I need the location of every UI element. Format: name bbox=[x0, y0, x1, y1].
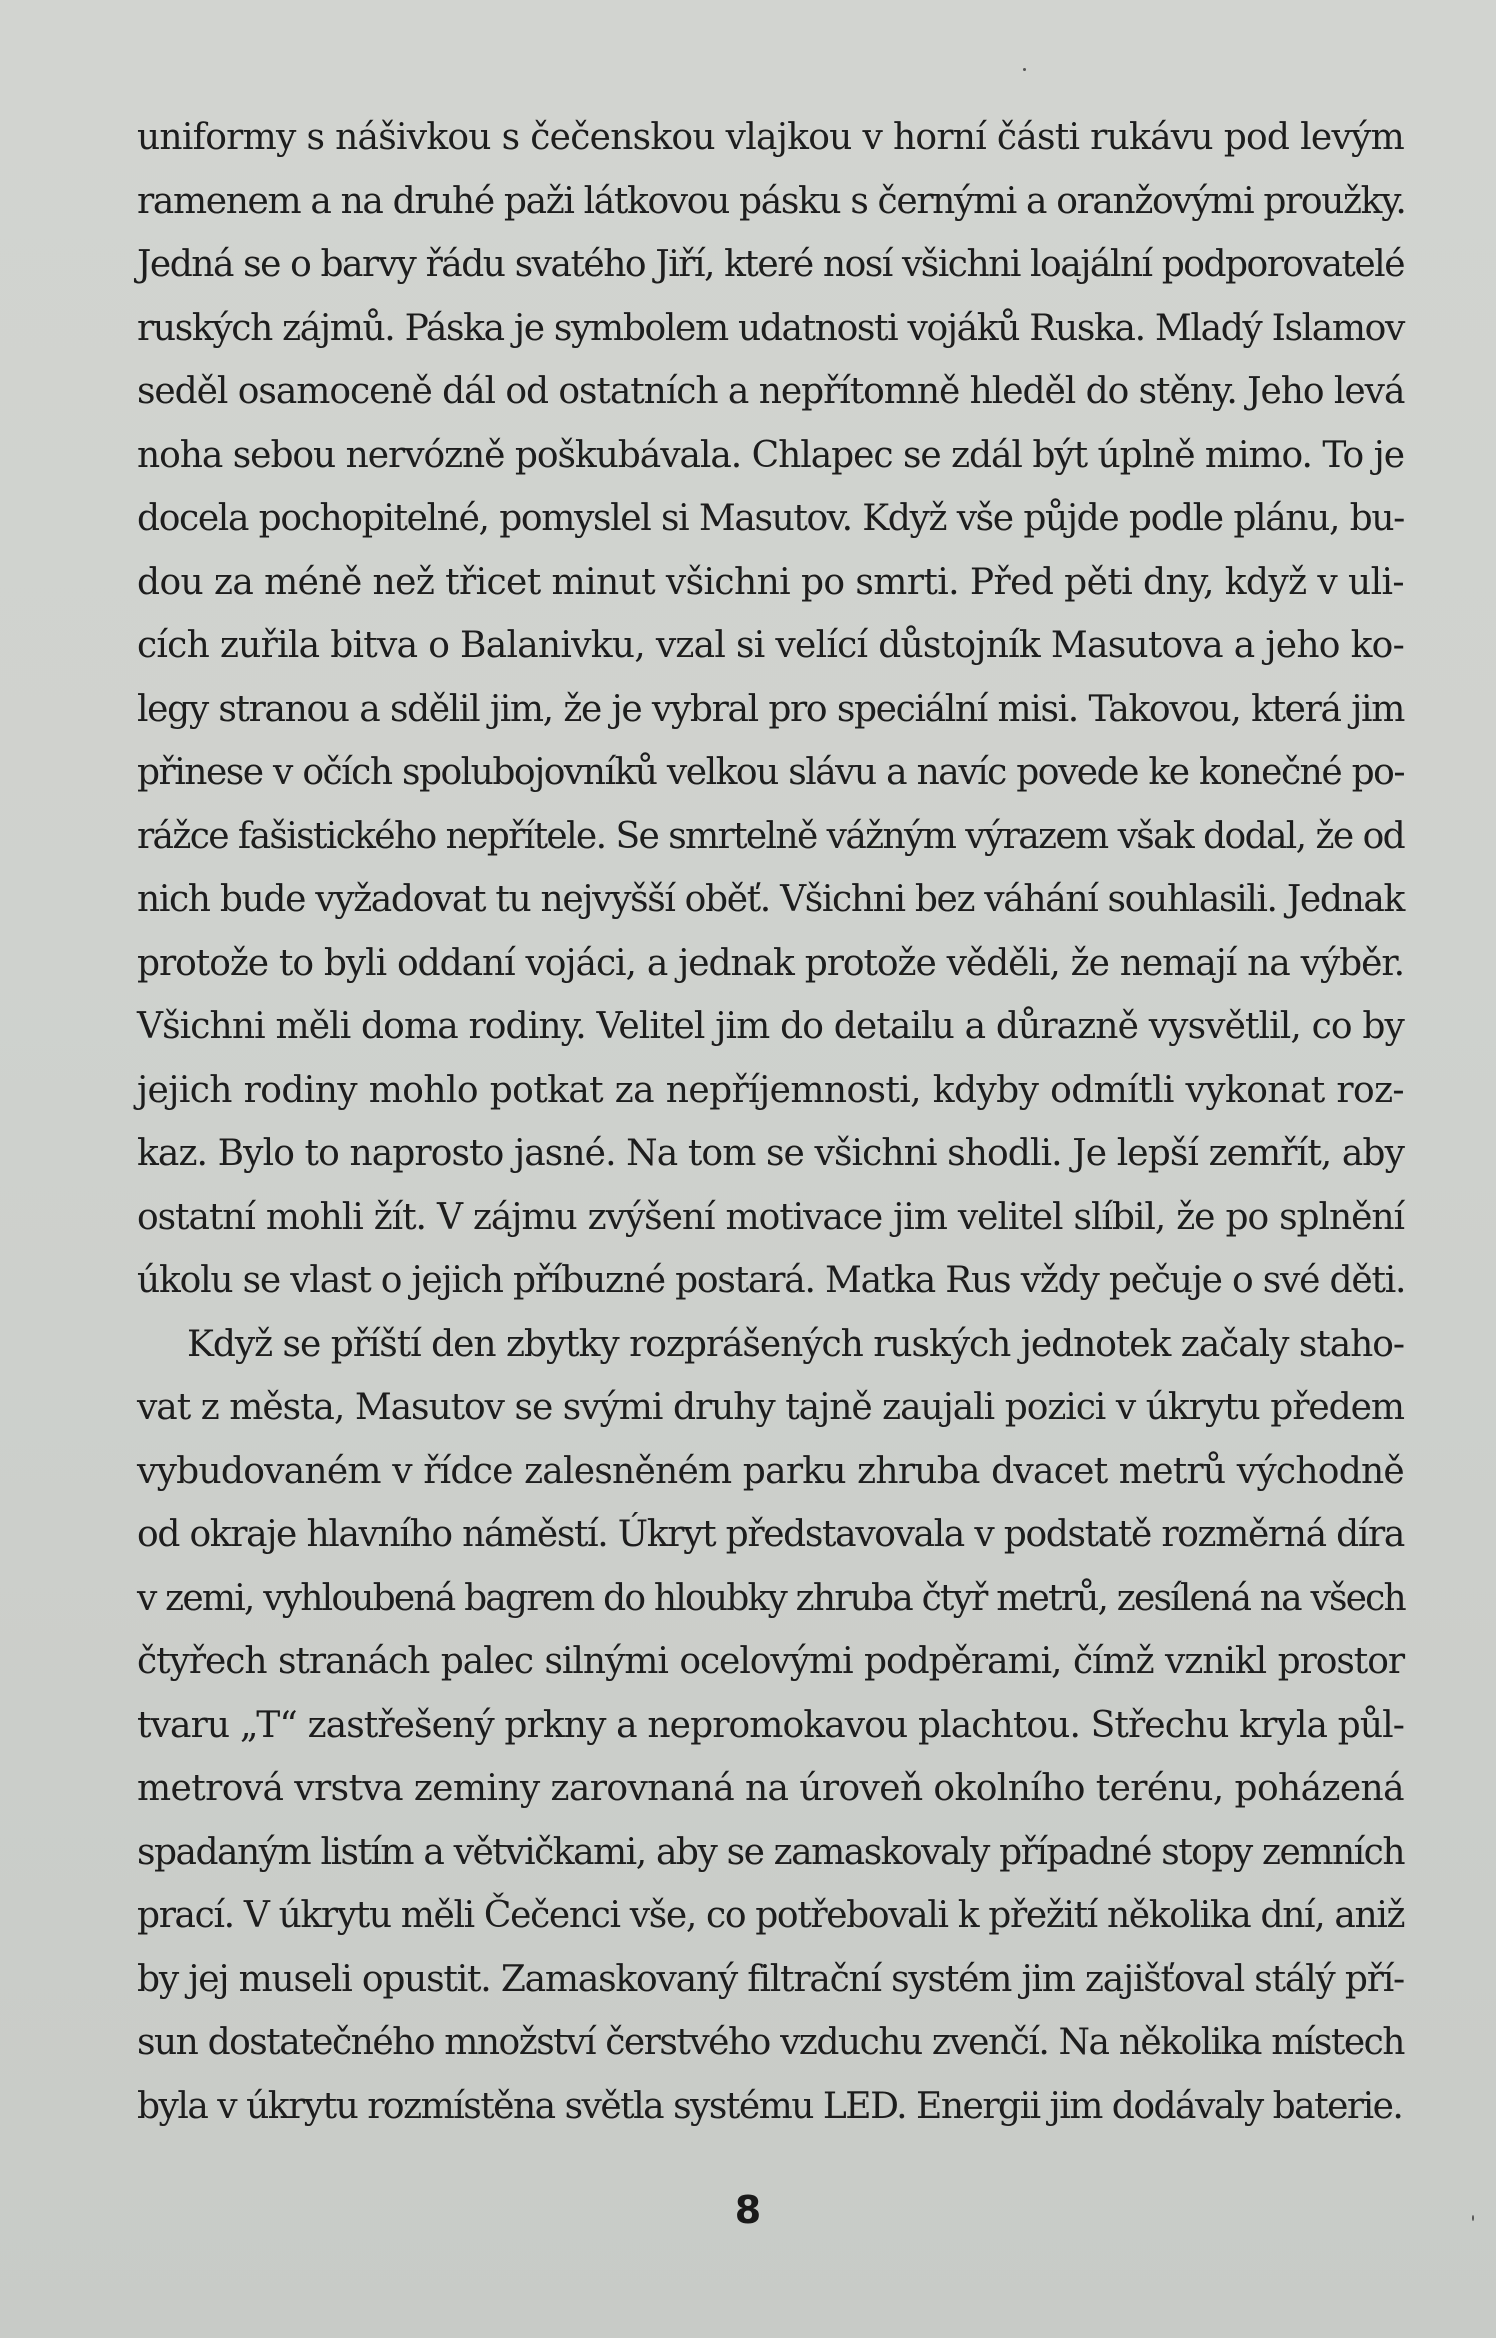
page-number: 8 bbox=[734, 2188, 762, 2232]
text-line: docela pochopitelné, pomyslel si Masutov. Když vše půjde podle plánu, bu- bbox=[137, 498, 1404, 539]
text-line: Když se příští den zbytky rozprášených ruských jednotek začaly staho- bbox=[187, 1323, 1404, 1365]
text-line: ruských zájmů. Páska je symbolem udatnosti vojáků Ruska. Mladý Islamov bbox=[137, 307, 1404, 349]
text-line: rážce fašistického nepřítele. Se smrtelně vážným výrazem však dodal, že od bbox=[137, 815, 1404, 857]
text-line: ostatní mohli žít. V zájmu zvýšení motivace jim velitel slíbil, že po splnění bbox=[137, 1196, 1404, 1238]
text-line: v zemi, vyhloubená bagrem do hloubky zhruba čtyř metrů, zesílená na všech bbox=[137, 1577, 1405, 1619]
text-line: cích zuřila bitva o Balanivku, vzal si velící důstojník Masutova a jeho ko- bbox=[137, 625, 1404, 666]
text-line: seděl osamoceně dál od ostatních a nepřítomně hleděl do stěny. Jeho levá bbox=[137, 371, 1405, 412]
text-line: Všichni měli doma rodiny. Velitel jim do detailu a důrazně vysvětlil, co by bbox=[137, 1006, 1404, 1047]
text-line: vat z města, Masutov se svými druhy tajně zaujali pozici v úkrytu předem bbox=[137, 1387, 1404, 1428]
text-line: byla v úkrytu rozmístěna světla systému LED. Energii jim dodávaly baterie. bbox=[137, 2085, 1403, 2127]
text-line: kaz. Bylo to naprosto jasné. Na tom se všichni shodli. Je lepší zemřít, aby bbox=[137, 1133, 1405, 1174]
text-line: legy stranou a sdělil jim, že je vybral pro speciální misi. Takovou, která jim bbox=[137, 688, 1404, 730]
text-line: prací. V úkrytu měli Čečenci vše, co potřebovali k přežití několika dní, aniž bbox=[137, 1895, 1405, 1936]
text-line: od okraje hlavního náměstí. Úkryt představovala v podstatě rozměrná díra bbox=[137, 1514, 1404, 1555]
print-speck bbox=[1472, 2215, 1474, 2221]
text-line: jejich rodiny mohlo potkat za nepříjemnosti, kdyby odmítli vykonat roz- bbox=[137, 1069, 1404, 1111]
text-line: Jedná se o barvy řádu svatého Jiří, které nosí všichni loajální podporovatelé bbox=[137, 244, 1404, 285]
text-line: vybudovaném v řídce zalesněném parku zhruba dvacet metrů východně bbox=[137, 1450, 1404, 1492]
text-line: čtyřech stranách palec silnými ocelovými podpěrami, čímž vznikl prostor bbox=[137, 1641, 1404, 1682]
text-line: přinese v očích spolubojovníků velkou slávu a navíc povede ke konečné po- bbox=[137, 752, 1404, 793]
text-line: uniformy s nášivkou s čečenskou vlajkou v horní části rukávu pod levým bbox=[137, 117, 1404, 158]
text-line: spadaným listím a větvičkami, aby se zamaskovaly případné stopy zemních bbox=[137, 1831, 1404, 1873]
text-line: ramenem a na druhé paži látkovou pásku s černými a oranžovými proužky. bbox=[137, 180, 1406, 222]
text-line: noha sebou nervózně poškubávala. Chlapec se zdál být úplně mimo. To je bbox=[137, 434, 1404, 476]
text-line: protože to byli oddaní vojáci, a jednak protože věděli, že nemají na výběr. bbox=[137, 942, 1404, 984]
text-line: metrová vrstva zeminy zarovnaná na úroveň okolního terénu, poházená bbox=[137, 1768, 1404, 1809]
body-text bbox=[137, 106, 1404, 2138]
print-speck bbox=[1023, 68, 1026, 71]
text-line: dou za méně než třicet minut všichni po smrti. Před pěti dny, když v uli- bbox=[137, 561, 1404, 603]
text-line: úkolu se vlast o jejich příbuzné postará. Matka Rus vždy pečuje o své děti. bbox=[137, 1260, 1406, 1301]
text-line: by jej museli opustit. Zamaskovaný filtrační systém jim zajišťoval stálý pří- bbox=[137, 1958, 1404, 2000]
text-line: nich bude vyžadovat tu nejvyšší oběť. Všichni bez váhání souhlasili. Jednak bbox=[137, 879, 1404, 920]
text-line: sun dostatečného množství čerstvého vzduchu zvenčí. Na několika místech bbox=[137, 2022, 1404, 2063]
text-line: tvaru „T“ zastřešený prkny a nepromokavou plachtou. Střechu kryla půl- bbox=[137, 1704, 1404, 1746]
